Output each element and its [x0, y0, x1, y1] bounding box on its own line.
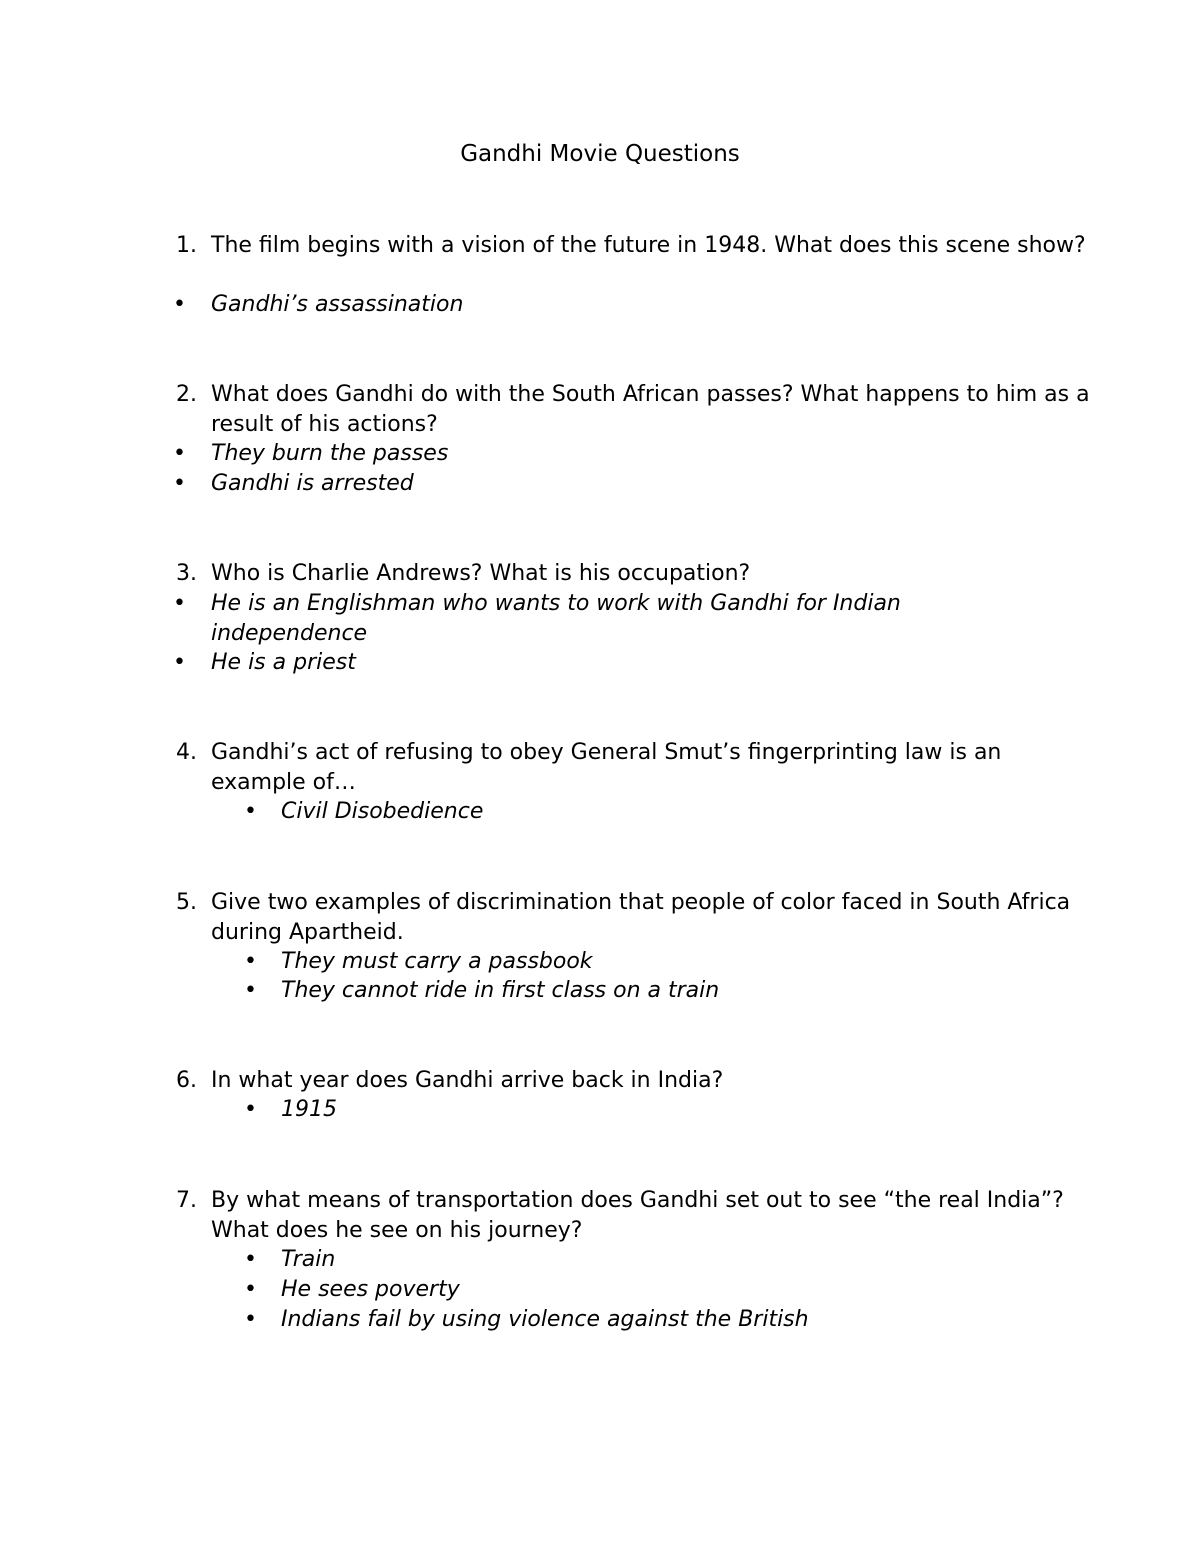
bullet-icon: •: [244, 1097, 257, 1122]
question-number: 5.: [176, 890, 197, 915]
bullet-icon: •: [244, 1307, 257, 1332]
question-number: 7.: [176, 1188, 197, 1213]
answer-item: Gandhi is arrested: [211, 471, 414, 496]
question-text: What does Gandhi do with the South African passes? What happens to him as a result of his actions?: [211, 382, 1090, 437]
bullet-icon: •: [173, 471, 186, 496]
question-number: 3.: [176, 561, 197, 586]
question-text: In what year does Gandhi arrive back in India?: [211, 1068, 724, 1093]
bullet-icon: •: [173, 441, 186, 466]
answer-item: Civil Disobedience: [281, 799, 484, 824]
answer-item: They must carry a passbook: [281, 949, 593, 974]
answer-item: He sees poverty: [281, 1277, 460, 1302]
answer-item: He is an Englishman who wants to work with Gandhi for Indian independence: [211, 591, 901, 646]
question-text: Gandhi’s act of refusing to obey General Smut’s fingerprinting law is an example of…: [211, 740, 1002, 795]
answer-item: They burn the passes: [211, 441, 449, 466]
bullet-icon: •: [173, 650, 186, 675]
answer-item: Gandhi’s assassination: [211, 292, 464, 317]
answer-item: He is a priest: [211, 650, 356, 675]
page-title: Gandhi Movie Questions: [460, 141, 740, 167]
bullet-icon: •: [244, 949, 257, 974]
answer-item: Train: [281, 1247, 336, 1272]
question-text: Who is Charlie Andrews? What is his occupation?: [211, 561, 751, 586]
question-text: Give two examples of discrimination that people of color faced in South Africa during Apartheid.: [211, 890, 1071, 945]
bullet-icon: •: [244, 1247, 257, 1272]
answer-item: They cannot ride in first class on a train: [281, 978, 720, 1003]
question-number: 2.: [176, 382, 197, 407]
bullet-icon: •: [244, 799, 257, 824]
bullet-icon: •: [173, 292, 186, 317]
bullet-icon: •: [244, 978, 257, 1003]
question-text: By what means of transportation does Gandhi set out to see “the real India”? What does he see on his journey?: [211, 1188, 1064, 1243]
bullet-icon: •: [244, 1277, 257, 1302]
answer-item: 1915: [281, 1097, 337, 1122]
question-number: 4.: [176, 740, 197, 765]
answer-item: Indians fail by using violence against the British: [281, 1307, 809, 1332]
question-number: 6.: [176, 1068, 197, 1093]
bullet-icon: •: [173, 591, 186, 616]
question-number: 1.: [176, 233, 197, 258]
question-text: The film begins with a vision of the future in 1948. What does this scene show?: [211, 233, 1086, 258]
